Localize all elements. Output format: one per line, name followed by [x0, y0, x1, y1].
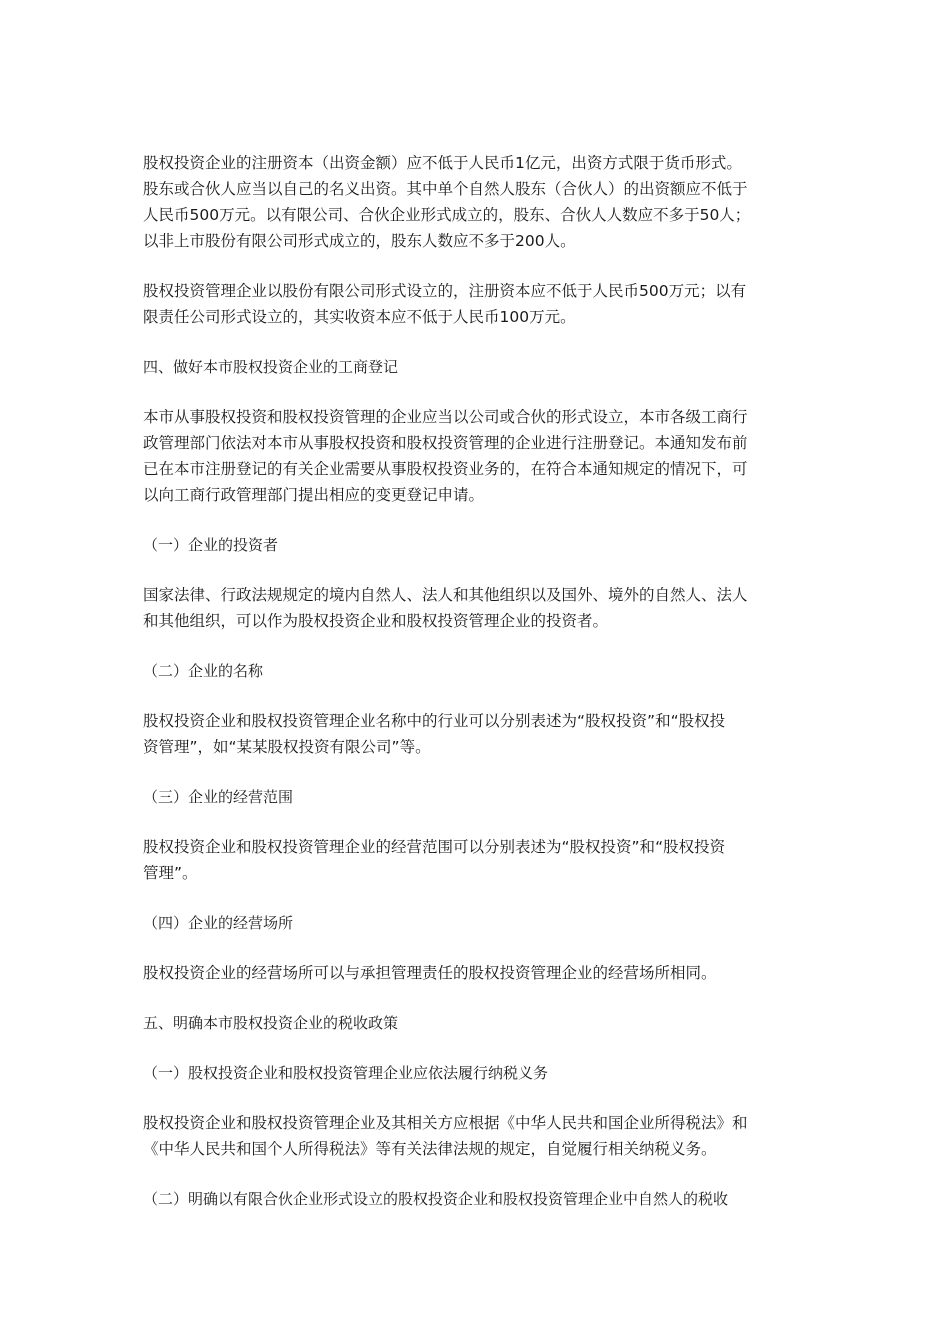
text-line: 国家法律、行政法规规定的境内自然人、法人和其他组织以及国外、境外的自然人、法人 [143, 586, 748, 604]
text-line: 资管理”，如“某某股权投资有限公司”等。 [143, 738, 431, 756]
text-line: 股权投资管理企业以股份有限公司形式设立的，注册资本应不低于人民币500万元；以有 [143, 282, 747, 300]
text-line: 限责任公司形式设立的，其实收资本应不低于人民币100万元。 [143, 308, 576, 326]
text-line: 股权投资企业的经营场所可以与承担管理责任的股权投资管理企业的经营场所相同。 [143, 964, 717, 982]
paragraph-tax-obligations [143, 1110, 811, 1162]
subsection-heading: （二）企业的名称 [143, 662, 264, 680]
text-line: 以向工商行政管理部门提出相应的变更登记申请。 [143, 486, 485, 504]
paragraph-registration [143, 404, 811, 508]
section-heading: 四、做好本市股权投资企业的工商登记 [143, 358, 399, 376]
paragraph-name [143, 708, 811, 760]
text-line: 已在本市注册登记的有关企业需要从事股权投资业务的，在符合本通知规定的情况下，可 [143, 460, 748, 478]
text-line: 股权投资企业和股权投资管理企业名称中的行业可以分别表述为“股权投资”和“股权投 [143, 712, 726, 730]
subsection-heading: （二）明确以有限合伙企业形式设立的股权投资企业和股权投资管理企业中自然人的税收 [143, 1190, 729, 1208]
text-line: 和其他组织，可以作为股权投资企业和股权投资管理企业的投资者。 [143, 612, 609, 630]
subsection-heading: （一）股权投资企业和股权投资管理企业应依法履行纳税义务 [143, 1064, 549, 1082]
subsection-heading: （四）企业的经营场所 [143, 914, 294, 932]
subsection-heading: （一）企业的投资者 [143, 536, 279, 554]
text-line: 政管理部门依法对本市从事股权投资和股权投资管理的企业进行注册登记。本通知发布前 [143, 434, 748, 452]
paragraph-registered-capital [143, 150, 811, 254]
text-line: 以非上市股份有限公司形式成立的，股东人数应不多于200人。 [143, 232, 576, 250]
document-page [143, 150, 811, 1236]
text-line: 《中华人民共和国个人所得税法》等有关法律法规的规定，自觉履行相关纳税义务。 [143, 1140, 717, 1158]
text-line: 股东或合伙人应当以自己的名义出资。其中单个自然人股东（合伙人）的出资额应不低于 [143, 180, 748, 198]
text-line: 股权投资企业的注册资本（出资金额）应不低于人民币1亿元，出资方式限于货币形式。 [143, 154, 742, 172]
paragraph-investors [143, 582, 811, 634]
paragraph-management-capital [143, 278, 811, 330]
section-heading: 五、明确本市股权投资企业的税收政策 [143, 1014, 399, 1032]
text-line: 人民币500万元。以有限公司、合伙企业形式成立的，股东、合伙人人数应不多于50人； [143, 206, 751, 224]
text-line: 股权投资企业和股权投资管理企业及其相关方应根据《中华人民共和国企业所得税法》和 [143, 1114, 748, 1132]
text-line: 本市从事股权投资和股权投资管理的企业应当以公司或合伙的形式设立，本市各级工商行 [143, 408, 748, 426]
text-line: 管理”。 [143, 864, 198, 882]
paragraph-premises [143, 960, 811, 986]
paragraph-business-scope [143, 834, 811, 886]
subsection-heading: （三）企业的经营范围 [143, 788, 294, 806]
text-line: 股权投资企业和股权投资管理企业的经营范围可以分别表述为“股权投资”和“股权投资 [143, 838, 726, 856]
